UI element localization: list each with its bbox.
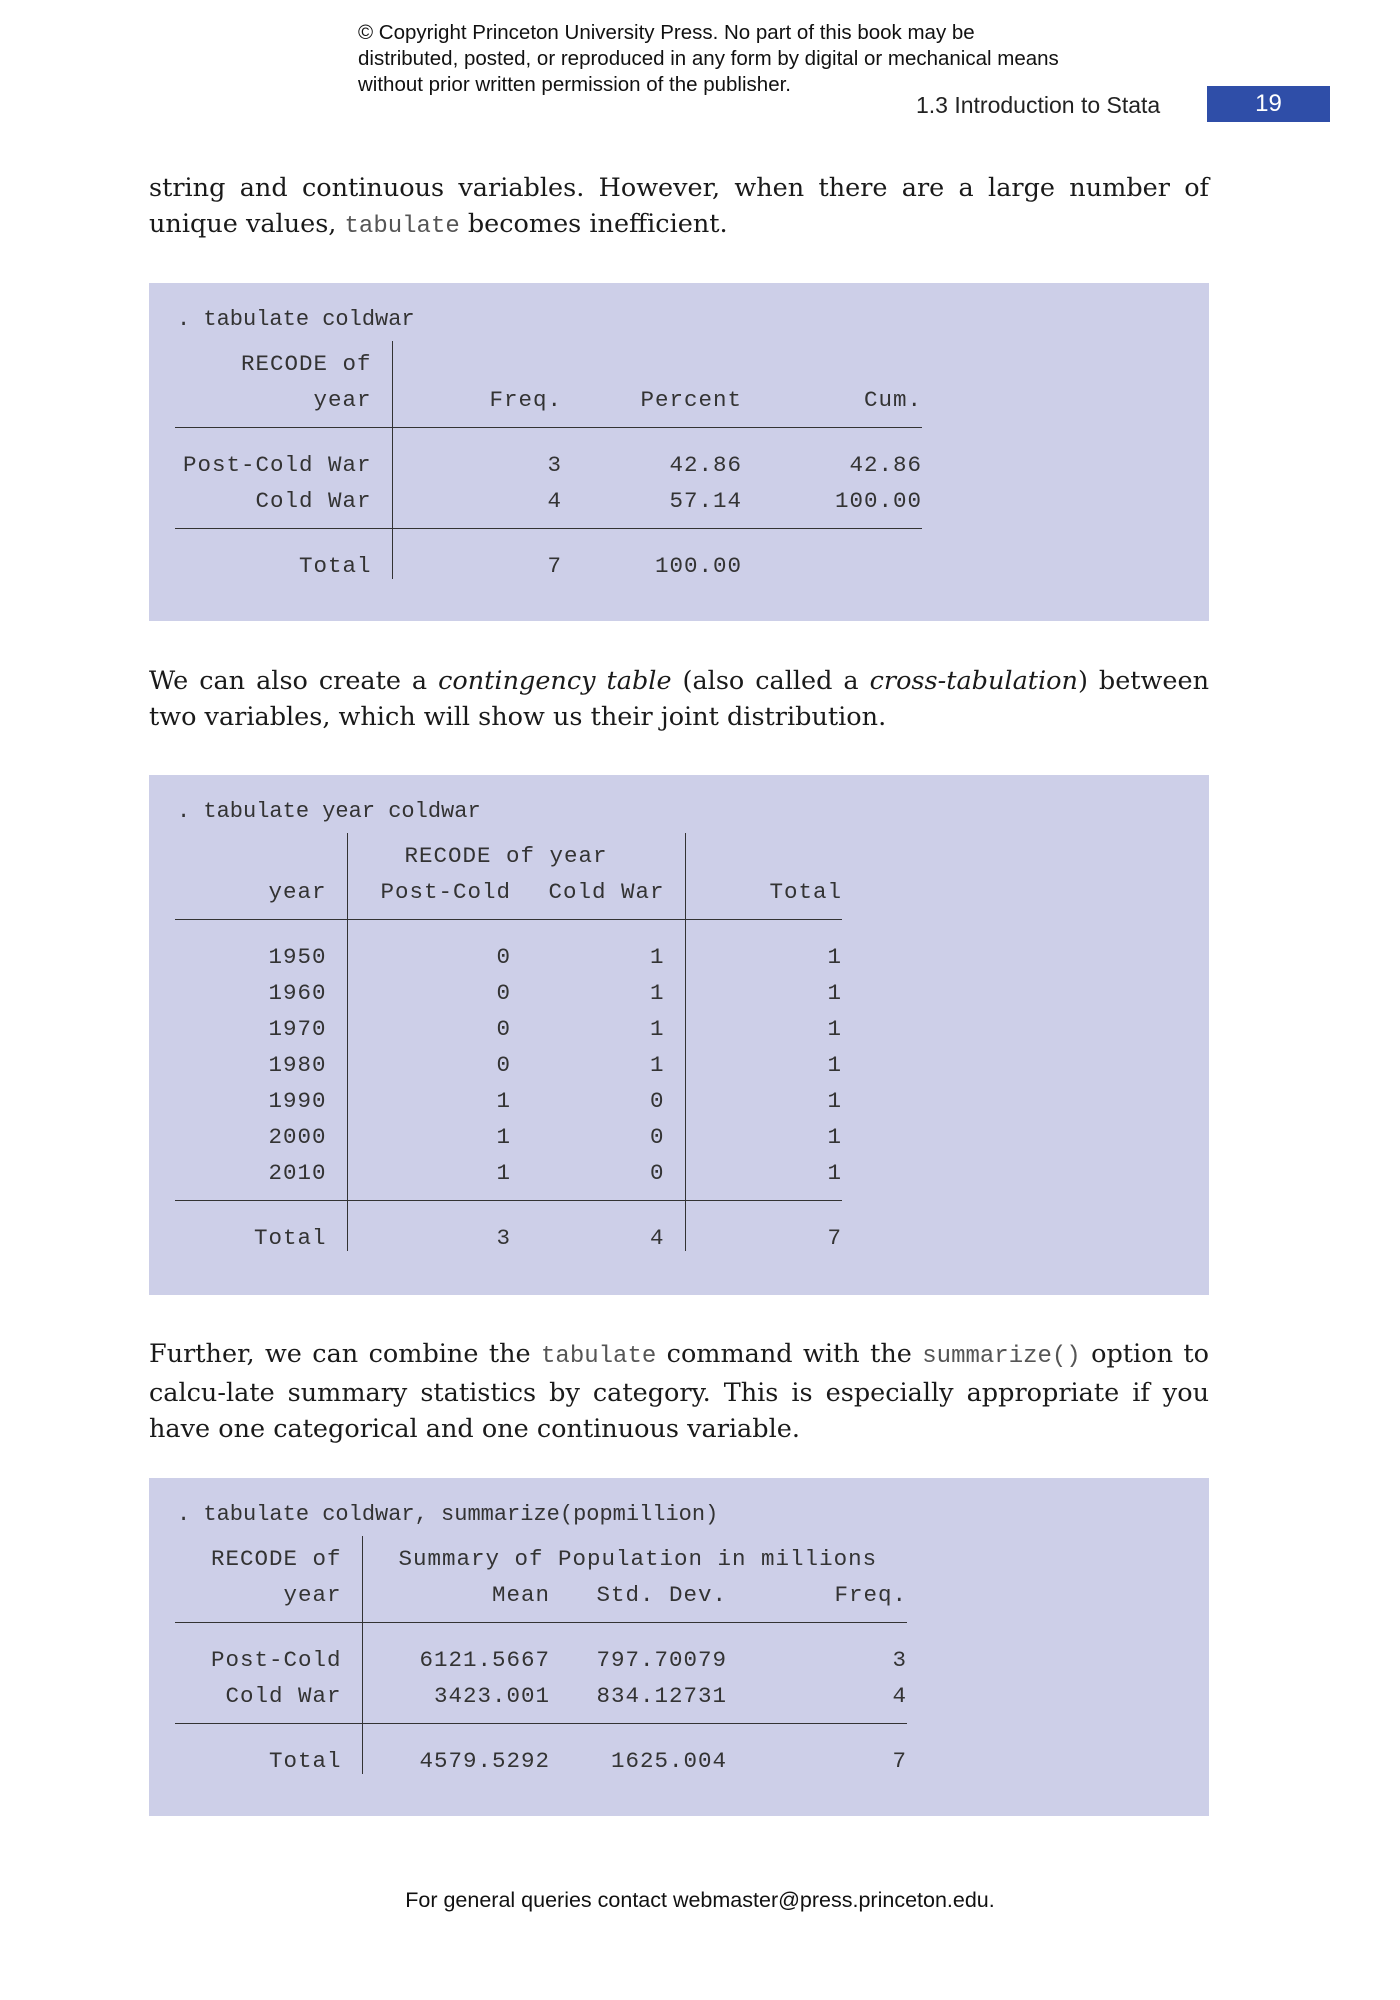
table-row: Post-Cold 6121.5667 797.70079 3 [175, 1637, 907, 1673]
group-header: Summary of Population in millions [398, 1546, 878, 1572]
col-cold-war: Cold War [515, 869, 685, 905]
footer-contact: For general queries contact webmaster@press.princeton.edu. [405, 1888, 995, 1912]
copyright-notice: © Copyright Princeton University Press. No part of this book may be distributed, posted, or reproduced in any form by digital or mechanical means without prior written permission of the publisher. [358, 21, 1059, 96]
col-post-cold: Post-Cold [380, 879, 511, 905]
code-tabulate: tabulate [541, 1343, 657, 1370]
row-header: year [175, 869, 347, 905]
table-row: 2010 1 0 1 [175, 1150, 842, 1186]
stata-output-block-1 [149, 283, 1209, 621]
table-row: Cold War 4 57.14 100.00 [175, 478, 922, 514]
col-cum: Cum. [863, 387, 922, 413]
col-mean: Mean [491, 1582, 550, 1608]
command-line: . tabulate coldwar [177, 307, 415, 332]
page-number: 19 [1207, 86, 1330, 122]
crosstab-table [175, 833, 842, 1251]
paragraph-2: We can also create a contingency table (also called a cross-tabulation) between two variables, which will show us their joint distribution. [149, 666, 1209, 732]
group-header: RECODE of year [347, 833, 685, 869]
row-header-line1: RECODE of [175, 1536, 362, 1572]
paragraph-1 [149, 170, 1209, 245]
table-row: 1950 0 1 1 [175, 934, 842, 970]
term-cross-tabulation: cross-tabulation [869, 666, 1078, 696]
para1-text-a: string and continuous variables. However, when there are a large number of unique values, [149, 173, 1209, 239]
col-std-dev: Std. Dev. [596, 1582, 727, 1608]
table-row: 1980 0 1 1 [175, 1042, 842, 1078]
term-contingency-table: contingency table [438, 666, 672, 696]
command-line: . tabulate coldwar, summarize(popmillion) [177, 1502, 719, 1527]
row-header-line1: RECODE of [175, 341, 392, 377]
col-percent: Percent [640, 387, 742, 413]
code-summarize: summarize() [922, 1343, 1081, 1370]
command-line: . tabulate year coldwar [177, 799, 481, 824]
table-row: 1990 1 0 1 [175, 1078, 842, 1114]
table-row: Cold War 3423.001 834.12731 4 [175, 1673, 907, 1709]
total-row: Total 7 100.00 [175, 543, 922, 579]
stata-output-block-2 [149, 775, 1209, 1295]
running-head: 1.3 Introduction to Stata [916, 92, 1161, 118]
total-row: Total 4579.5292 1625.004 7 [175, 1738, 907, 1774]
table-row: 1970 0 1 1 [175, 1006, 842, 1042]
stata-output-block-3 [149, 1478, 1209, 1816]
total-row: Total 3 4 7 [175, 1215, 842, 1251]
row-header-line2: year [175, 377, 392, 413]
para1-text-b: becomes inefficient. [459, 209, 728, 239]
row-header-line2: year [175, 1572, 362, 1608]
table-row: 2000 1 0 1 [175, 1114, 842, 1150]
col-freq: Freq. [834, 1582, 907, 1608]
frequency-table [175, 341, 922, 579]
table-row: 1960 0 1 1 [175, 970, 842, 1006]
table-row: Post-Cold War 3 42.86 42.86 [175, 442, 922, 478]
summary-table [175, 1536, 907, 1774]
code-tabulate: tabulate [344, 213, 460, 240]
col-total: Total [769, 879, 842, 905]
col-freq: Freq. [489, 387, 562, 413]
paragraph-3: Further, we can combine the tabulate command with the summarize() option to calcu-late summary statistics by category. This is especially appropriate if you have one categorical and one continuous variable. [149, 1339, 1210, 1444]
